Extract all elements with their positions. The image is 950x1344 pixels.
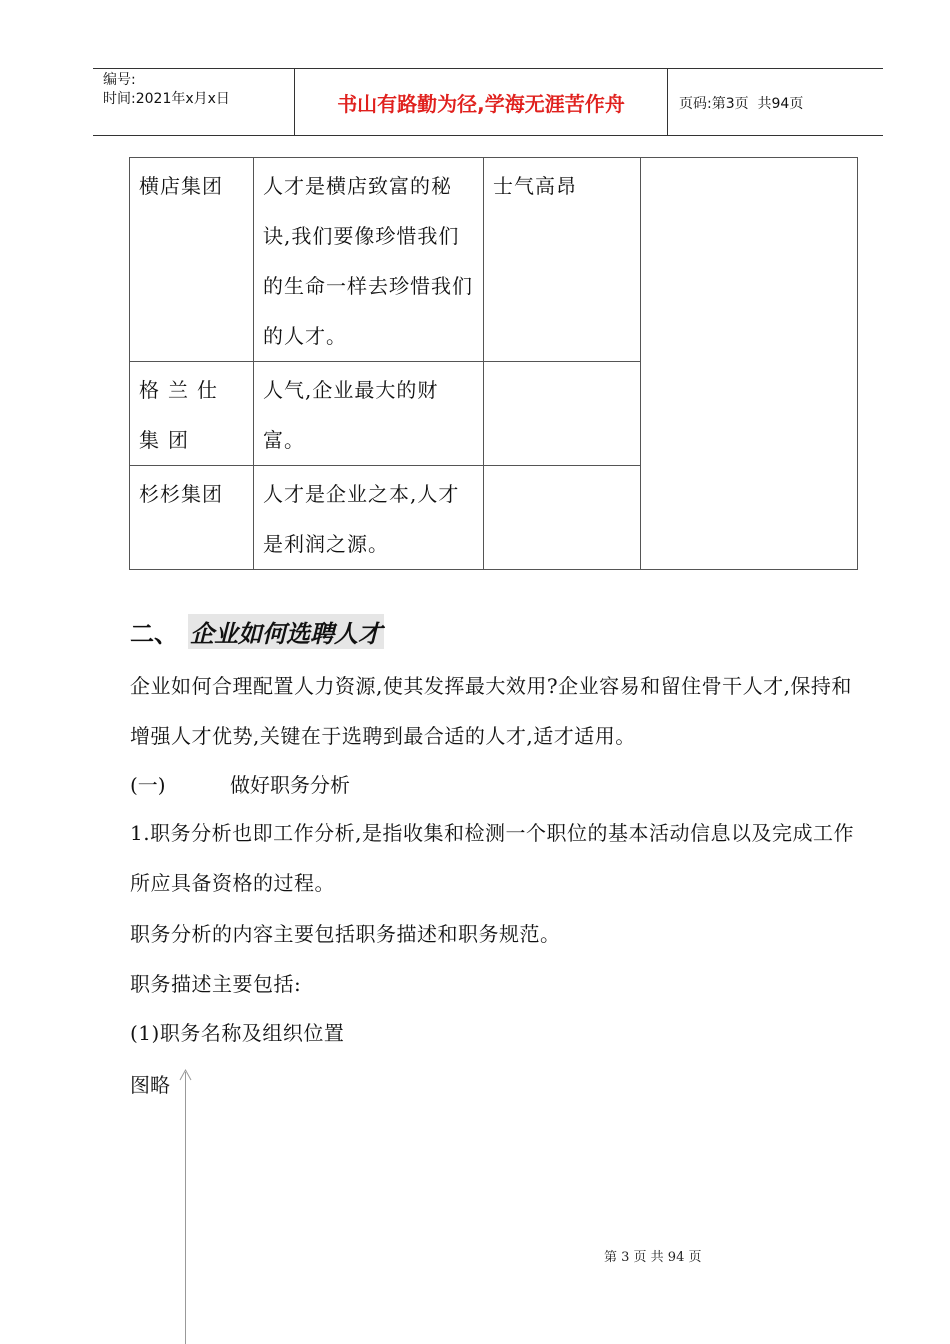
section-number: 二、 xyxy=(130,620,178,648)
philosophy-cell: 人才是横店致富的秘诀,我们要像珍惜我们的生命一样去珍惜我们的人才。 xyxy=(254,158,484,362)
section-title: 企业如何选聘人才 xyxy=(188,614,384,649)
effect-cell xyxy=(484,466,641,570)
philosophy-cell: 人才是企业之本,人才是利润之源。 xyxy=(254,466,484,570)
philosophy-cell: 人气,企业最大的财富。 xyxy=(254,362,484,466)
description-paragraph: 职务描述主要包括: xyxy=(130,972,302,996)
table-row xyxy=(130,158,858,362)
company-cell: 格兰仕集团 xyxy=(130,362,254,466)
content-paragraph: 职务分析的内容主要包括职务描述和职务规范。 xyxy=(130,922,561,946)
company-cell: 横店集团 xyxy=(130,158,254,362)
subsection-title: 做好职务分析 xyxy=(230,773,350,797)
header-meta xyxy=(103,71,230,109)
document-time-label: 时间:2021年x月x日 xyxy=(103,91,230,107)
section-heading xyxy=(130,614,384,649)
subsection-heading xyxy=(130,762,350,808)
header-motto: 书山有路勤为径,学海无涯苦作舟 xyxy=(337,92,625,116)
effect-cell xyxy=(484,362,641,466)
company-cell: 杉杉集团 xyxy=(130,466,254,570)
figure-placeholder-label: 图略 xyxy=(130,1073,170,1097)
company-culture-table xyxy=(129,157,858,570)
blank-cell xyxy=(641,158,858,570)
effect-cell: 士气高昂 xyxy=(484,158,641,362)
list-item: (1)职务名称及组织位置 xyxy=(130,1021,345,1045)
figure-vertical-line xyxy=(185,1072,186,1344)
intro-paragraph: 企业如何合理配置人力资源,使其发挥最大效用?企业容易和留住骨干人才,保持和增强人才优势,关键在于选聘到最合适的人才,适才适用。 xyxy=(130,674,852,748)
header-divider-right xyxy=(667,69,668,135)
subsection-number: (一) xyxy=(130,773,166,797)
header-page-info: 页码:第3页 共94页 xyxy=(679,95,804,112)
definition-paragraph: 1.职务分析也即工作分析,是指收集和检测一个职位的基本活动信息以及完成工作所应具备资格的过程。 xyxy=(130,821,854,895)
document-number-label: 编号: xyxy=(103,72,136,88)
page-footer: 第 3 页 共 94 页 xyxy=(604,1250,702,1265)
page-header xyxy=(93,68,883,136)
